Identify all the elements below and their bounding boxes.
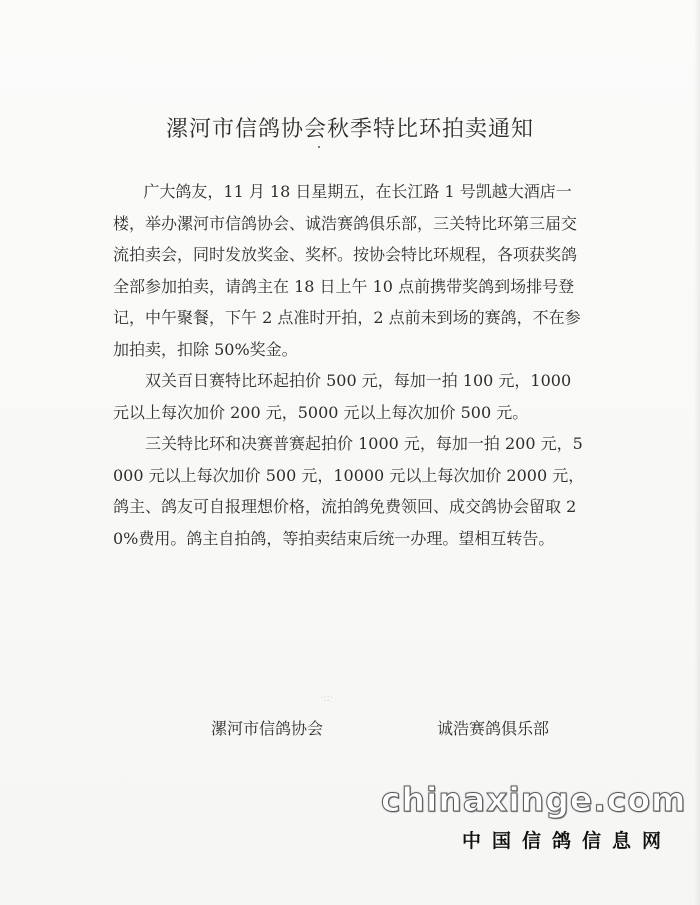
notice-body [113, 176, 585, 554]
signature-racing-club: 诚浩赛鸽俱乐部 [437, 719, 550, 738]
paragraph-event-details: 广大鸽友，11 月 18 日星期五，在长江路 1 号凯越大酒店一楼，举办漯河市信鸽协会、诚浩赛鸽俱乐部，三关特比环第三届交流拍卖会，同时发放奖金、奖杯。按协会特比环规程，各项获奖鸽全部参加拍卖，请鸽主在 18 日上午 10 点前携带奖鸽到场排号登记，中午聚餐，下午 2 点准时开拍，2 点前未到场的赛鸽，不在参加拍卖，扣除 50%奖金。 [113, 182, 581, 359]
paragraph-double-stage-pricing: 双关百日赛特比环起拍价 500 元，每加一拍 100 元，1000 元以上每次加价 200 元，5000 元以上每次加价 500 元。 [113, 371, 572, 422]
signature-pigeon-association: 漯河市信鸽协会 [211, 719, 324, 738]
paragraph-triple-stage-pricing: 三关特比环和决赛普赛起拍价 1000 元，每加一拍 200 元，5000 元以上每次加价 500 元，10000 元以上每次加价 2000 元，鸽主、鸽友可自报理想价格，流拍鸽免费领回、成交鸽协会留取 20%费用。鸽主自拍鸽，等拍卖结束后统一办理。望相互转告。 [113, 434, 585, 548]
faint-scan-mark: ·::· [320, 693, 334, 704]
watermark-domain: chinaxinge.com [381, 780, 687, 819]
ink-speck [318, 146, 320, 148]
notice-title: 漯河市信鸽协会秋季特比环拍卖通知 [165, 117, 534, 142]
watermark-site-name: 中国信鸽信息网 [462, 830, 673, 852]
